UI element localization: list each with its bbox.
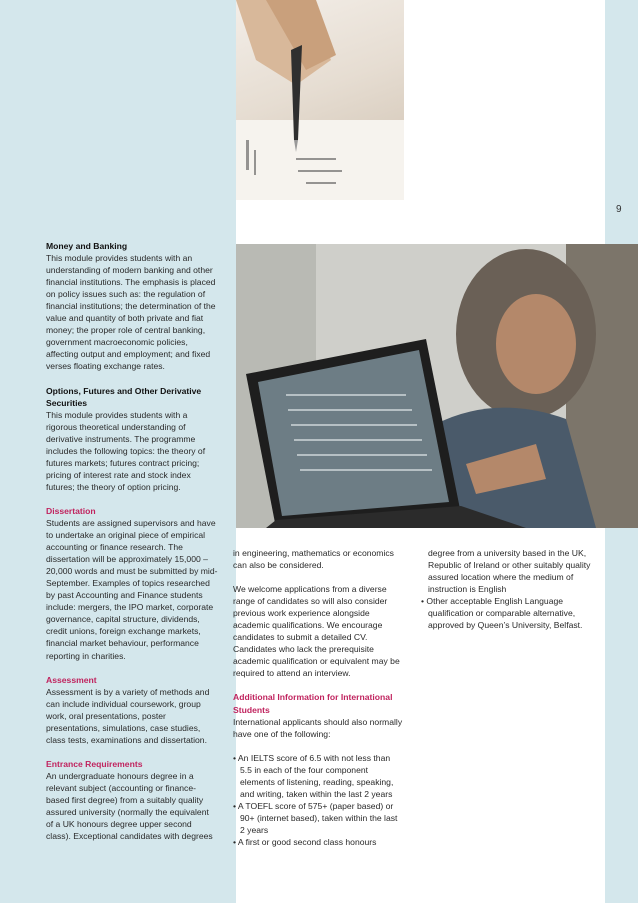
english-qualification-bullet: • Other acceptable English Language qualification or comparable alternative, approved by Queen’s University, Belfast. xyxy=(421,596,583,631)
engineering-text: in engineering, mathematics or economics can also be considered. xyxy=(233,548,394,571)
options-futures-heading: Options, Futures and Other Derivative Securities xyxy=(46,385,202,408)
dissertation-heading: Dissertation xyxy=(46,505,96,516)
pen-writing-photo xyxy=(236,0,404,200)
ielts-bullet: • An IELTS score of 6.5 with not less than 5.5 in each of the four component elements of listening, reading, speaking, and writing, taken within the last 2 years xyxy=(233,752,394,799)
applications-text: We welcome applications from a diverse range of candidates so will also consider previous work experience alongside academic qualifications. We encourage candidates to submit a detailed CV. Candidates who lack the prerequisite academic qualification or equivalent may be required to attend an interview. xyxy=(233,584,400,679)
dissertation-text: Students are assigned supervisors and have to undertake an original piece of empirical accounting or finance research. The dissertation will be approximately 15,000 – 20,000 words and must be submitted by mid-September. Examples of topics researched by past Accounting and Finance students include: mergers, the IPO market, corporate governance, capital structure, dividends, credit unions, foreign exchange markets, financial market behaviour, performance reporting in charities. xyxy=(46,517,218,661)
options-futures-text: This module provides students with a rigorous theoretical understanding of derivative instruments. The programme includes the following topics: the theory of futures markets; futures contract pricing; pricing of interest rate and stock index futures; the theory of option pricing. xyxy=(46,409,206,492)
column-2 xyxy=(233,547,403,848)
toefl-bullet: • A TOEFL score of 575+ (paper based) or 90+ (internet based), taken within the last 2 years xyxy=(233,800,398,835)
entrance-requirements-heading: Entrance Requirements xyxy=(46,758,143,769)
money-banking-heading: Money and Banking xyxy=(46,241,128,251)
column-3 xyxy=(421,547,593,631)
degree-continuation-text: degree from a university based in the UK, Republic of Ireland or other suitably quality assured location where the medium of instruction is English xyxy=(428,548,591,595)
entrance-requirements-text: An undergraduate honours degree in a relevant subject (accounting or finance-based first degree) from a suitably quality assured university (normally the equivalent of a UK honours degree upper second class). Exceptional candidates with degrees xyxy=(46,770,213,842)
international-heading: Additional Information for International Students xyxy=(233,692,393,715)
column-1 xyxy=(46,240,218,854)
page-number: 9 xyxy=(616,204,622,215)
student-laptop-photo xyxy=(236,244,638,528)
honours-bullet: • A first or good second class honours xyxy=(233,836,377,847)
money-banking-text: This module provides students with an understanding of modern banking and other financial institutions. The emphasis is placed on policy issues such as: the regulation of financial institutions; the determination of the value and quantity of both private and fiat money; the proper role of central banking, government macroeconomic policies, affecting output and employment; and fixed verses floating exchange rates. xyxy=(46,253,216,372)
assessment-heading: Assessment xyxy=(46,674,97,685)
international-text: International applicants should also normally have one of the following: xyxy=(233,716,403,739)
assessment-text: Assessment is by a variety of methods and can include individual coursework, group work, oral presentations, poster presentations, simulations, case studies, class tests, examinations and dissertation. xyxy=(46,686,210,745)
